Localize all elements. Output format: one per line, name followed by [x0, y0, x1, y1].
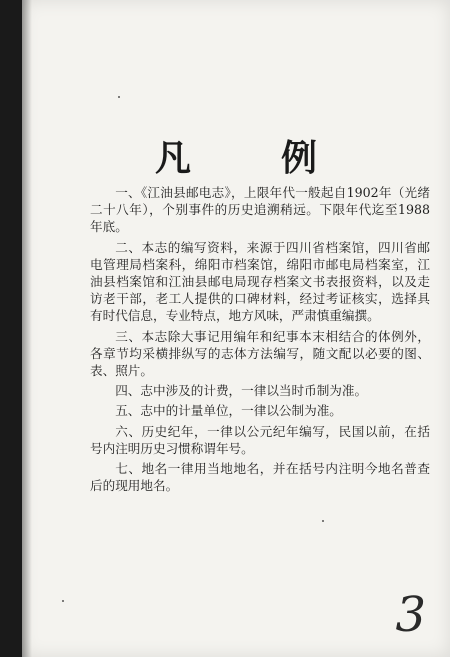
paragraph-7: 七、地名一律用当地地名，并在括号内注明今地名普查后的现用地名。	[90, 461, 430, 494]
scan-speck	[118, 96, 120, 98]
paragraph-6: 六、历史纪年，一律以公元纪年编写，民国以前，在括号内注明历史习惯称谓年号。	[90, 423, 430, 456]
paragraph-1: 一、《江油县邮电志》，上限年代一般起自1902年（光绪二十八年），个别事件的历史追溯稍远。下限年代迄至1988年底。	[90, 185, 430, 235]
page-number: 3	[395, 587, 426, 643]
title-char-1: 凡	[154, 137, 191, 179]
scan-speck	[62, 600, 64, 602]
document-page	[22, 0, 450, 657]
page-title	[22, 130, 450, 181]
scan-speck	[322, 520, 324, 522]
paragraph-2: 二、本志的编写资料，来源于四川省档案馆，四川省邮电管理局档案科，绵阳市档案馆，绵阳市邮电局档案室，江油县档案馆和江油县邮电局现存档案文书表报资料，以及走访老干部，老工人提供的口碑材料，经过考证核实，选择具有时代信息，专业特点，地方风味，严肃慎重编撰。	[90, 239, 430, 324]
paragraph-3: 三、本志除大事记用编年和纪事本末相结合的体例外，各章节均采横排纵写的志体方法编写，随文配以必要的图、表、照片。	[90, 328, 430, 379]
paragraph-4: 四、志中涉及的计费，一律以当时币制为准。	[115, 383, 368, 399]
paragraph-5: 五、志中的计量单位，一律以公制为准。	[115, 403, 342, 419]
title-char-2: 例	[281, 137, 318, 179]
document-body	[90, 184, 430, 494]
page-fold-shadow	[22, 0, 32, 657]
